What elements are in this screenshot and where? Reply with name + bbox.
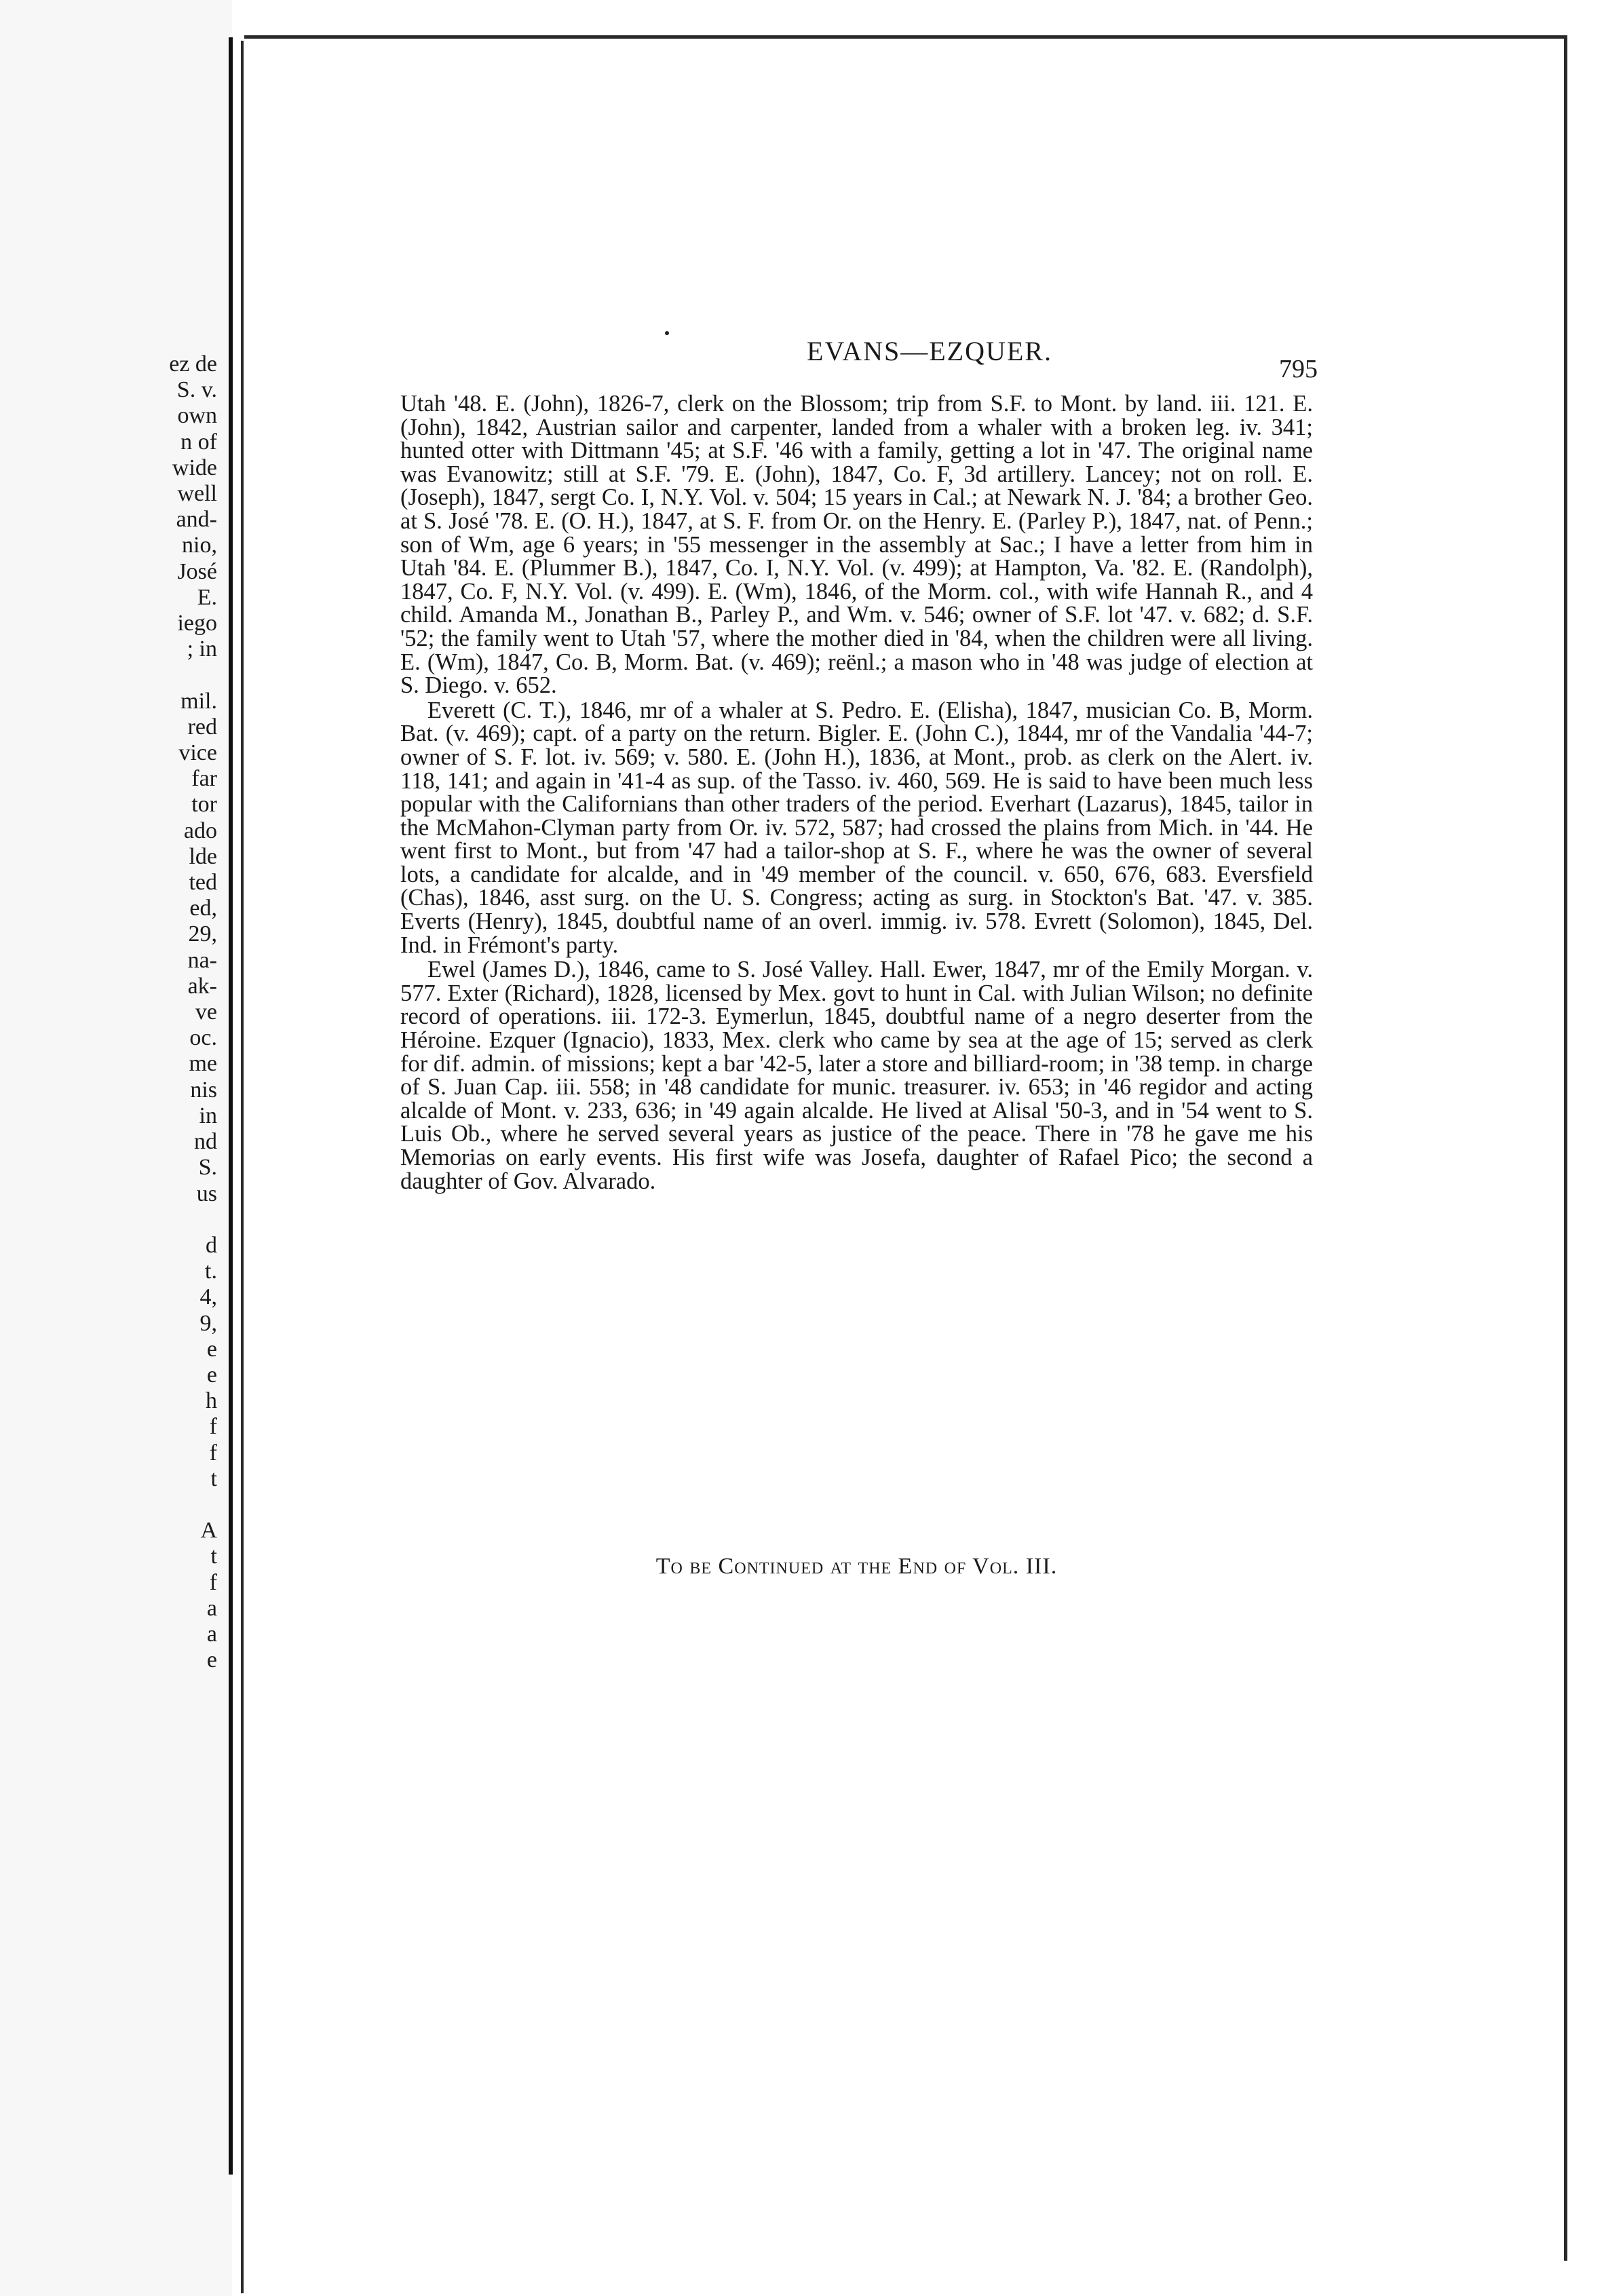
facing-page-fragment: well [177, 481, 217, 507]
facing-page-fragment: nis [190, 1077, 217, 1103]
facing-page-fragment: f [209, 1414, 217, 1440]
facing-page-fragment: ez de [169, 351, 217, 377]
facing-page-fragment: ted [189, 870, 217, 896]
facing-page-fragment: nd [194, 1129, 217, 1155]
facing-page-fragment: lde [189, 843, 217, 869]
facing-page-fragment: a [206, 1595, 217, 1621]
facing-page-edge [229, 37, 233, 2175]
facing-page-fragment: oc. [189, 1025, 217, 1051]
facing-page-fragment: me [189, 1051, 217, 1077]
facing-page-fragment: us [196, 1181, 217, 1206]
facing-page-fragment: ak- [187, 973, 217, 999]
facing-page-fragment: t [210, 1544, 217, 1569]
facing-page-fragment: na- [187, 947, 217, 973]
facing-page-fragment: e [206, 1362, 217, 1388]
facing-page-fragment: S. [198, 1155, 217, 1181]
facing-page-fragment: S. v. [176, 377, 217, 403]
paragraph-evans: Utah '48. E. (John), 1826-7, clerk on the Blossom; trip from S.F. to Mont. by land. iii. 121. E. (John), 1842, Austrian sailor and carpenter, landed from a whaler with a broken leg. iv. 341; hunted otter with Dittmann '45; at S.F. '46 with a family, getting a lot in '47. The original name was Evanowitz; still at S.F. '79. E. (John), 1847, Co. F, 3d artillery. Lancey; not on roll. E. (Joseph), 1847, sergt Co. I, N.Y. Vol. v. 504; 15 years in Cal.; at Newark N. J. '84; a brother Geo. at S. José '78. E. (O. H.), 1847, at S. F. from Or. on the Henry. E. (Parley P.), 1847, nat. of Penn.; son of Wm, age 6 years; in '55 messenger in the assembly at Sac.; I have a letter from him in Utah '84. E. (Plummer B.), 1847, Co. I, N.Y. Vol. (v. 499); at Hampton, Va. '82. E. (Randolph), 1847, Co. F, N.Y. Vol. (v. 499). E. (Wm), 1846, of the Morm. col., with wife Hannah R., and 4 child. Amanda M., Jonathan B., Parley P., and Wm. v. 546; owner of S.F. lot '47. v. 682; d. S.F. '52; the family went to Utah '57, where the mother died in '84, when the children were all living. E. (Wm), 1847, Co. B, Morm. Bat. (v. 469); reënl.; a mason who in '48 was judge of election at S. Diego. v. 652. [400, 391, 1313, 699]
facing-page-fragment: e [206, 1336, 217, 1362]
paragraph-everett: Everett (C. T.), 1846, mr of a whaler at S. Pedro. E. (Elisha), 1847, musician Co. B, Morm. Bat. (v. 469); capt. of a party on the return. Bigler. E. (John C.), 1844, mr of the Vandalia '44-7; owner of S. F. lot. iv. 569; v. 580. E. (John H.), 1836, at Mont., prob. as clerk on the Alert. iv. 118, 141; and again in '41-4 as sup. of the Tasso. iv. 460, 569. He is said to have been much less popular with the Californians than other traders of the period. Everhart (Lazarus), 1845, tailor in the McMahon-Clyman party from Or. iv. 572, 587; had crossed the plains from Mich. in '44. He went first to Mont., but from '47 had a tailor-shop at S. F., where he was the owner of several lots, a candidate for alcalde, and in '49 member of the council. v. 650, 676, 683. Eversfield (Chas), 1846, asst surg. on the U. S. Congress; acting as surg. in Stockton's Bat. '47. v. 385. Everts (Henry), 1845, doubtful name of an overl. immig. iv. 578. Evrett (Solomon), 1845, Del. Ind. in Frémont's party. [400, 697, 1313, 958]
facing-page-fragment: in [199, 1103, 217, 1128]
facing-page-fragment: ado [183, 818, 217, 843]
facing-page-fragment: a [206, 1621, 217, 1647]
facing-page-fragment: José [177, 558, 217, 584]
book-gutter [241, 41, 244, 2293]
facing-page-fragment [0, 662, 217, 688]
facing-page-fragment: vice [178, 740, 217, 766]
facing-page-fragment: h [206, 1388, 217, 1414]
facing-page-fragment: d [206, 1232, 217, 1258]
facing-page-fragment: ; in [187, 636, 217, 662]
entry-text [400, 392, 1313, 1193]
facing-page-fragment: t. [205, 1259, 217, 1284]
facing-page-fragment: 4, [199, 1284, 217, 1310]
page-top-border [244, 35, 1567, 39]
facing-page-fragment: f [209, 1440, 217, 1466]
facing-page [0, 0, 232, 2296]
page-right-border [1564, 35, 1567, 2261]
facing-page-fragment: t [210, 1466, 217, 1491]
facing-page-fragment: ed, [189, 896, 217, 921]
facing-page-fragment: 29, [188, 921, 217, 947]
ink-speck [665, 331, 669, 335]
facing-page-fragment: A [200, 1518, 217, 1544]
facing-page-text-fragments [0, 351, 217, 1673]
facing-page-fragment: E. [197, 584, 217, 610]
facing-page-fragment: ve [195, 999, 217, 1025]
facing-page-fragment: 9, [199, 1310, 217, 1336]
facing-page-fragment: tor [191, 792, 217, 818]
facing-page-fragment: e [206, 1647, 217, 1673]
facing-page-fragment: mil. [180, 688, 217, 714]
facing-page-fragment: red [187, 714, 217, 740]
paragraph-ewel: Ewel (James D.), 1846, came to S. José Valley. Hall. Ewer, 1847, mr of the Emily Morgan. v. 577. Exter (Richard), 1828, licensed by Mex. govt to hunt in Cal. with Julian Wilson; no definite record of operations. iii. 172-3. Eymerlun, 1845, doubtful name of a negro deserter from the Héroine. Ezquer (Ignacio), 1833, Mex. clerk who came by sea at the age of 15; served as clerk for dif. admin. of missions; kept a bar '42-5, later a store and billiard-room; in '38 temp. in charge of S. Juan Cap. iii. 558; in '48 candidate for munic. treasurer. iv. 653; in '46 regidor and acting alcalde of Mont. v. 233, 636; in '49 again alcalde. He lived at Alisal '50-3, and in '54 went to S. Luis Ob., where he served several years as justice of the peace. There in '78 he gave me his Memorias on early events. His first wife was Josefa, daughter of Rafael Pico; the second a daughter of Gov. Alvarado. [400, 957, 1313, 1194]
facing-page-fragment: iego [177, 611, 217, 636]
facing-page-fragment [0, 1492, 217, 1518]
running-head: EVANS—EZQUER. [807, 336, 1052, 366]
continuation-note: To be Continued at the End of Vol. III. [655, 1554, 1058, 1579]
facing-page-fragment: n of [180, 429, 217, 455]
facing-page-fragment: own [177, 403, 217, 429]
facing-page-fragment: nio, [182, 533, 217, 558]
facing-page-fragment: f [209, 1569, 217, 1595]
facing-page-fragment: wide [172, 455, 217, 480]
facing-page-fragment [0, 1207, 217, 1233]
facing-page-fragment: and- [176, 507, 217, 533]
page-number: 795 [1279, 355, 1318, 383]
facing-page-fragment: far [191, 766, 217, 792]
